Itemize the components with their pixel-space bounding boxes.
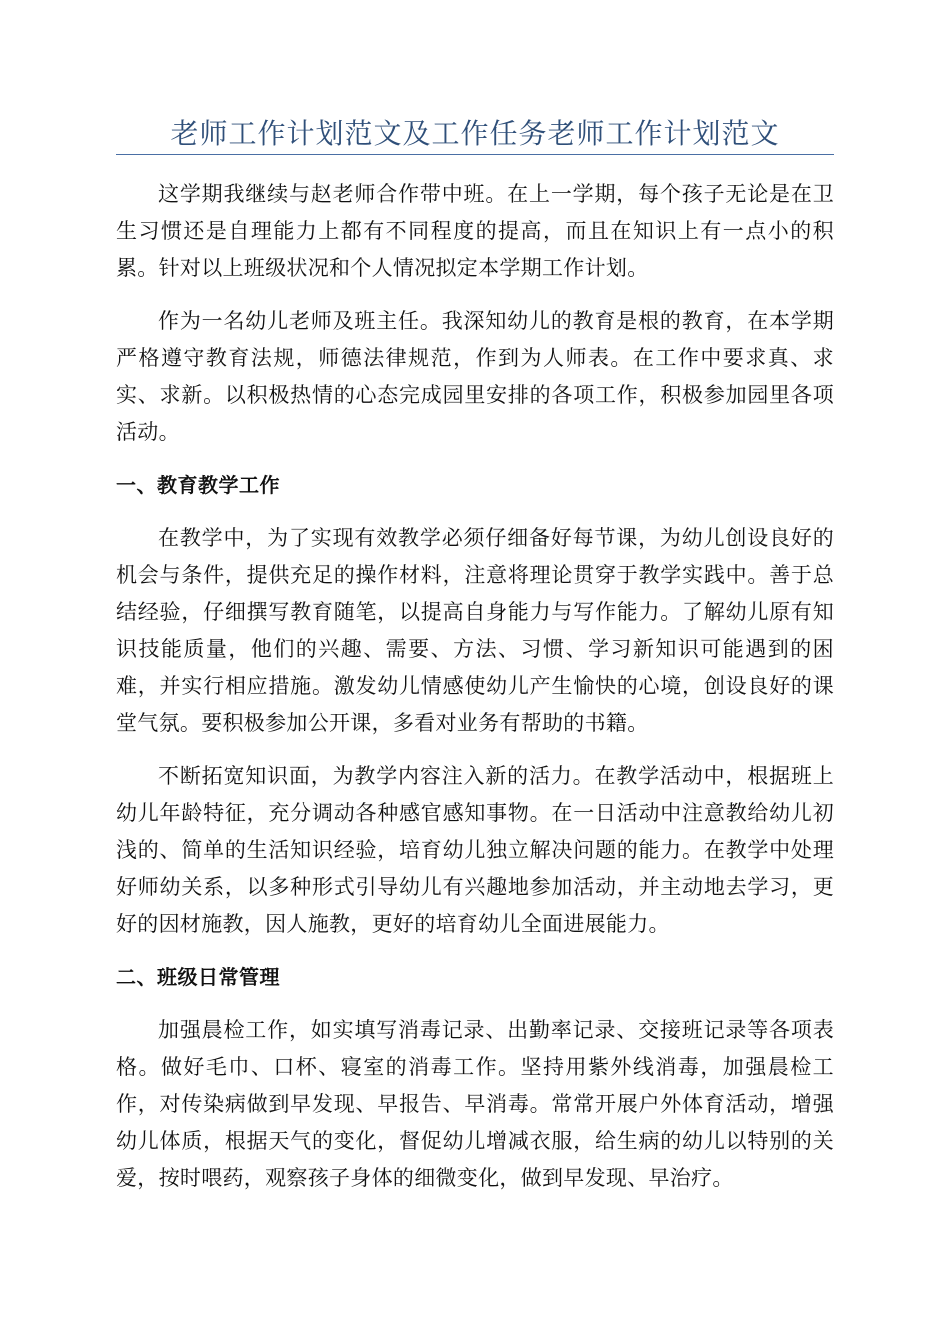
- title-underline: [116, 154, 834, 155]
- section-heading-teaching: 一、教育教学工作: [116, 473, 280, 497]
- teaching-paragraph-1: 在教学中，为了实现有效教学必须仔细备好每节课，为幼儿创设良好的机会与条件，提供充足的操作材料，注意将理论贯穿于教学实践中。善于总结经验，仔细撰写教育随笔，以提高自身能力与写作能力。了解幼儿原有知识技能质量，他们的兴趣、需要、方法、习惯、学习新知识可能遇到的困难，并实行相应措施。激发幼儿情感使幼儿产生愉快的心境，创设良好的课堂气氛。要积极参加公开课，多看对业务有帮助的书籍。: [116, 526, 834, 735]
- document-body: [116, 176, 834, 1213]
- management-paragraph-1: 加强晨检工作，如实填写消毒记录、出勤率记录、交接班记录等各项表格。做好毛巾、口杯、寝室的消毒工作。坚持用紫外线消毒，加强晨检工作，对传染病做到早发现、早报告、早消毒。常常开展户外体育活动，增强幼儿体质，根据天气的变化，督促幼儿增减衣服，给生病的幼儿以特别的关爱，按时喂药，观察孩子身体的细微变化，做到早发现、早治疗。: [116, 1018, 834, 1190]
- teaching-paragraph-2: 不断拓宽知识面，为教学内容注入新的活力。在教学活动中，根据班上幼儿年龄特征，充分调动各种感官感知事物。在一日活动中注意教给幼儿初浅的、简单的生活知识经验，培育幼儿独立解决问题的能力。在教学中处理好师幼关系，以多种形式引导幼儿有兴趣地参加活动，并主动地去学习，更好的因材施教，因人施教，更好的培育幼儿全面进展能力。: [116, 764, 834, 936]
- document-title: 老师工作计划范文及工作任务老师工作计划范文: [170, 117, 780, 150]
- section-heading-class-management: 二、班级日常管理: [116, 965, 280, 989]
- intro-paragraph-1: 这学期我继续与赵老师合作带中班。在上一学期，每个孩子无论是在卫生习惯还是自理能力上都有不同程度的提高，而且在知识上有一点小的积累。针对以上班级状况和个人情况拟定本学期工作计划。: [116, 182, 834, 280]
- intro-paragraph-2: 作为一名幼儿老师及班主任。我深知幼儿的教育是根的教育，在本学期严格遵守教育法规，师德法律规范，作到为人师表。在工作中要求真、求实、求新。以积极热情的心态完成园里安排的各项工作，积极参加园里各项活动。: [116, 309, 834, 444]
